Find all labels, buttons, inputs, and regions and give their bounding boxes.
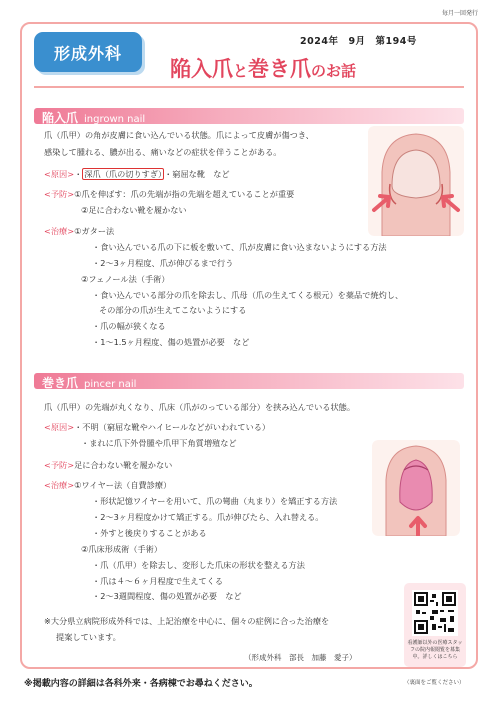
ingrown-treatment-2c: ・爪の幅が狭くなる: [92, 321, 166, 331]
footer-note: ※掲載内容の詳細は各科外来・各病棟でお尋ねください。: [24, 679, 258, 689]
pincer-cause-2: ・まれに爪下外骨腫や爪甲下角質増殖など: [81, 438, 237, 448]
ingrown-nail-illustration: [368, 126, 464, 236]
closing-note-2: 提案しています。: [56, 632, 121, 642]
title-part-story: のお話: [311, 62, 357, 80]
pincer-intro: 爪（爪甲）の先端が丸くなり、爪床（爪がのっている部分）を挟み込んでいる状態。: [44, 402, 356, 412]
ingrown-cause-label: <原因>: [44, 169, 75, 179]
ingrown-treatment-2a: ・食い込んでいる部分の爪を除去し、爪母（爪の生えてくる根元）を薬品で焼灼し、: [92, 290, 404, 300]
pincer-treatment-text-1: ①ワイヤー法（自費診療）: [74, 480, 172, 490]
ingrown-cause-bullet: ・: [74, 169, 83, 179]
qr-code-icon[interactable]: [412, 590, 458, 636]
pincer-cause-1: [44, 422, 270, 433]
closing-note-1: ※大分県立病院形成外科では、上記治療を中心に、個々の症例に合った治療を: [44, 616, 330, 626]
page-title: [170, 53, 356, 83]
section-title-pincer-ja: 巻き爪: [42, 376, 79, 390]
pincer-treatment-label: <治療>: [44, 480, 75, 490]
pincer-treatment-1a: ・形状記憶ワイヤーを用いて、爪の彎曲（丸まり）を矯正する方法: [92, 496, 338, 506]
monthly-note: 毎月一回発行: [441, 10, 478, 17]
author-signature: （形成外科 部長 加藤 愛子）: [244, 653, 357, 662]
pincer-prevention-text: 足に合わない靴を履かない: [74, 460, 173, 470]
ingrown-treatment-label: <治療>: [44, 226, 75, 236]
dept-badge: 形成外科: [34, 32, 142, 72]
ingrown-treatment-1a: ・食い込んでいる爪の下に板を敷いて、爪が皮膚に食い込まないようにする方法: [92, 242, 387, 252]
qr-caption: 看護師以外の医療スタッフの院内報閲覧を募集中。詳しくはこちら: [407, 640, 463, 660]
ingrown-intro-2: 感染して腫れる、膿が出る、痛いなどの症状を伴うことがある。: [44, 147, 282, 157]
pincer-treatment-2c: ・2～3週間程度、傷の処置が必要 など: [92, 591, 242, 601]
pincer-nail-illustration: [372, 440, 460, 536]
ingrown-treatment-text-1: ①ガター法: [74, 226, 115, 236]
title-part-pincer: 巻き爪: [248, 57, 312, 81]
section-title-pincer: [42, 374, 136, 391]
pincer-treatment-1b: ・2～3ヶ月程度かけて矯正する。爪が伸びたら、入れ替える。: [92, 512, 324, 522]
pincer-treatment-1: [44, 480, 171, 491]
title-divider: [34, 86, 464, 88]
title-part-ingrown: 陥入爪: [170, 57, 233, 81]
ingrown-treatment-1: [44, 226, 114, 237]
ingrown-treatment-2b: その部分の爪が生えてこないようにする: [99, 305, 247, 315]
ingrown-treatment-1b: ・2～3ヶ月程度、爪が伸びるまで行う: [92, 258, 234, 268]
ingrown-treatment-2: ②フェノール法（手術）: [81, 274, 170, 284]
section-title-ingrown-ja: 陥入爪: [42, 111, 79, 125]
pincer-treatment-2: ②爪床形成術（手術）: [81, 544, 163, 554]
title-part-to: と: [233, 62, 249, 80]
pincer-cause-text-1: ・不明（窮屈な靴やハイヒールなどがいわれている）: [74, 422, 271, 432]
issue-number: 2024年 9月 第194号: [300, 36, 417, 47]
ingrown-prevention-1: [44, 189, 294, 200]
section-title-pincer-en: pincer nail: [84, 379, 137, 390]
ingrown-cause: [44, 169, 230, 180]
pincer-cause-label: <原因>: [44, 422, 75, 432]
ingrown-treatment-2d: ・1～1.5ヶ月程度、傷の処置が必要 など: [92, 337, 250, 347]
footer-see-reverse: （裏面をご覧ください）: [404, 680, 465, 686]
pincer-treatment-2a: ・爪（爪甲）を除去し、変形した爪床の形状を整える方法: [92, 560, 305, 570]
section-title-ingrown: [42, 109, 145, 126]
ingrown-prevention-label: <予防>: [44, 189, 75, 199]
ingrown-intro-1: 爪（爪甲）の角が皮膚に食い込んでいる状態。爪によって皮膚が傷つき、: [44, 130, 314, 140]
ingrown-prevention-2: ②足に合わない靴を履かない: [81, 205, 187, 215]
ingrown-cause-highlight: 深爪（爪の切りすぎ）: [84, 169, 163, 179]
pincer-treatment-1c: ・外すと後戻りすることがある: [92, 528, 207, 538]
pincer-treatment-2b: ・爪は４～６ヶ月程度で生えてくる: [92, 576, 224, 586]
pincer-prevention-label: <予防>: [44, 460, 75, 470]
ingrown-cause-rest: ・窮屈な靴 など: [164, 169, 230, 179]
pincer-prevention: [44, 460, 172, 471]
ingrown-prevention-text-1: ①爪を伸ばす：爪の先端が指の先端を超えていることが重要: [74, 189, 295, 199]
section-title-ingrown-en: ingrown nail: [84, 114, 146, 125]
